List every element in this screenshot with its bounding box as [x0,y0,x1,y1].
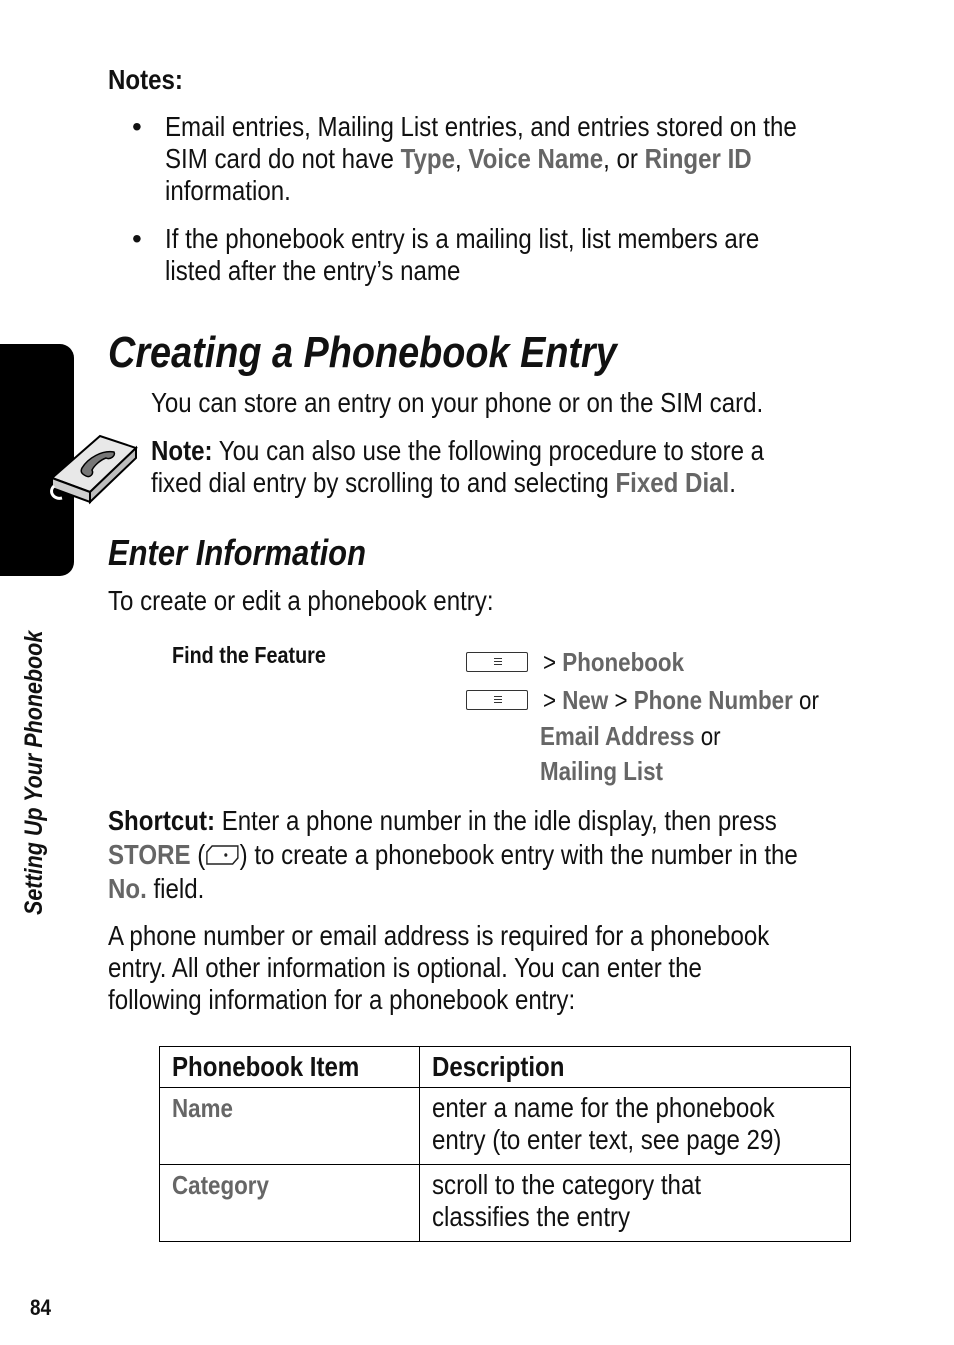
side-tab-label: Setting Up Your Phonebook [20,630,48,915]
shortcut-paragraph: Shortcut: Enter a phone number in the idle display, then press STORE ( ) to create a phonebook entry with the number in the No. field. [108,805,798,904]
page-number: 84 [30,1295,52,1320]
note-bullet-1: Email entries, Mailing List entries, and entries stored on the SIM card do not have Type, Voice Name, or Ringer ID information. [165,111,797,206]
table-header-row [160,1047,851,1088]
soft-key-icon [205,844,239,866]
term-fixed-dial: Fixed Dial [615,467,730,498]
description-cell: scroll to the category that classifies the entry [419,1165,850,1242]
subsection-title: Enter Information [108,532,367,573]
path-email-address: Email Address or [540,721,721,751]
column-header: Description [419,1047,850,1088]
menu-key-icon [466,690,528,710]
bullet-dot: • [132,223,142,254]
table-row [160,1165,851,1242]
intro-text: You can store an entry on your phone or on the SIM card. [151,387,764,418]
section-title: Creating a Phonebook Entry [108,328,617,377]
path-new-entry: > New > Phone Number or [466,683,864,716]
path-phonebook: > Phonebook [466,645,707,678]
required-info-paragraph: A phone number or email address is required for a phonebook entry. All other information is optional. You can enter the following information for a phonebook entry: [108,920,770,1015]
shortcut-label: Shortcut: [108,805,216,836]
path-mailing-list: Mailing List [540,756,663,786]
term-voice-name: Voice Name [468,143,604,174]
note-bullet-2: If the phonebook entry is a mailing list, list members are listed after the entry’s name [165,223,760,286]
term-no: No. [108,873,147,904]
item-name-cell: Category [160,1165,420,1242]
phonebook-items-table [159,1046,851,1242]
term-ringer-id: Ringer ID [644,143,752,174]
term-type: Type [400,143,456,174]
description-cell: enter a name for the phonebook entry (to enter text, see page 29) [419,1088,850,1165]
note-paragraph: Note: You can also use the following procedure to store a fixed dial entry by scrolling to and selecting Fixed Dial. [151,435,765,498]
item-name-cell: Name [160,1088,420,1165]
notes-heading: Notes: [108,64,183,95]
create-intro: To create or edit a phonebook entry: [108,585,494,616]
phonebook-icon [44,428,142,506]
column-header: Phonebook Item [160,1047,420,1088]
table-row [160,1088,851,1165]
menu-key-icon [466,652,528,672]
bullet-dot: • [132,111,142,142]
note-label: Note: [151,435,213,466]
term-store: STORE [108,839,191,870]
find-feature-label: Find the Feature [172,642,326,668]
